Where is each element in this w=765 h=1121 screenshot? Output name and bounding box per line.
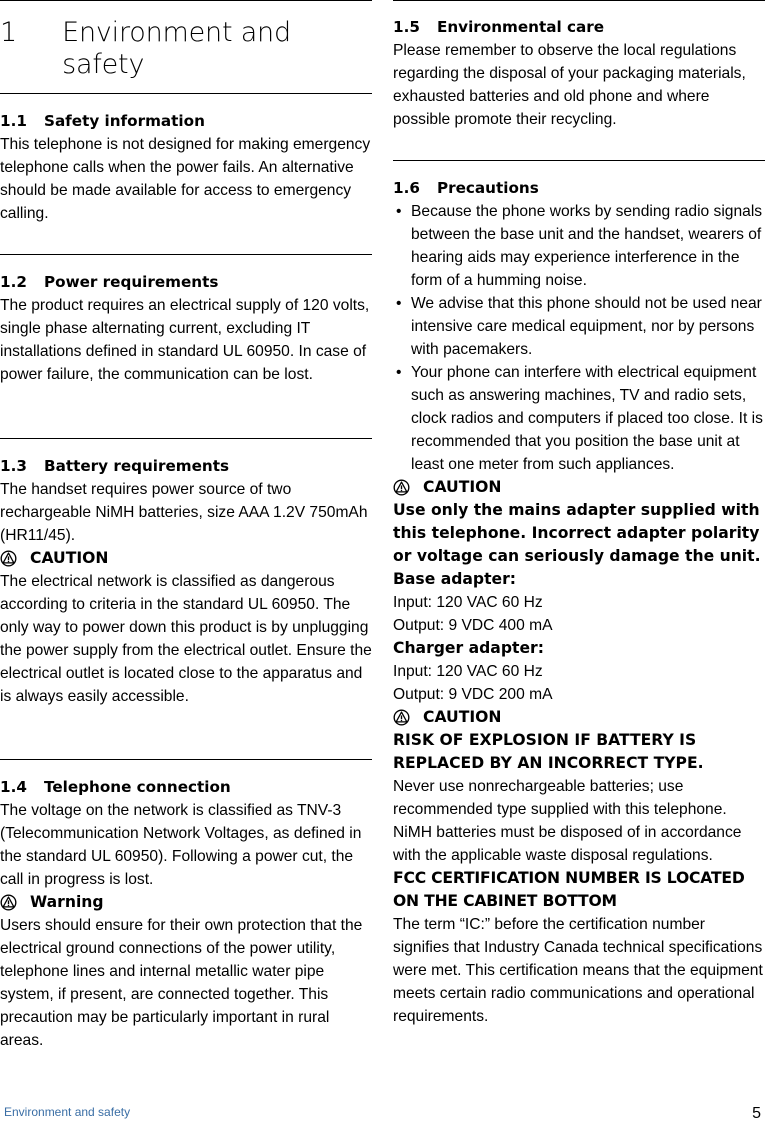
charger-adapter-label: Charger adapter: xyxy=(393,639,544,657)
explosion-risk-warning: RISK OF EXPLOSION IF BATTERY IS REPLACED BY AN INCORRECT TYPE. xyxy=(393,731,704,772)
caution-heading xyxy=(0,547,372,570)
section-body: The voltage on the network is classified as TNV-3 (Telecommunication Network Voltages, as defined in the standard UL 60950). Following a power cut, the call in progress is lost. xyxy=(0,802,362,888)
section-body: The product requires an electrical supply of 120 volts, single phase alternating current, excluding IT installations defined in standard UL 60950. In case of power failure, the communication can be lost. xyxy=(0,297,370,383)
caution-adapter-warning: Use only the mains adapter supplied with this telephone. Incorrect adapter polarity or voltage can seriously damage the unit. xyxy=(393,501,761,565)
fcc-certification-body: The term “IC:” before the certification number signifies that Industry Canada technical specifications were met. This certification means that the equipment meets certain radio communications and operational requirements. xyxy=(393,916,763,1025)
section-title: Power requirements xyxy=(44,273,219,291)
section-number: 1.5 xyxy=(393,18,420,36)
list-item: • Because the phone works by sending radio signals between the base unit and the handset, wearers of hearing aids may experience interference in the form of a humming noise. xyxy=(393,200,765,292)
caution-icon xyxy=(0,547,30,570)
top-rule-right xyxy=(393,0,765,1)
battery-disposal-text: Never use nonrechargeable batteries; use recommended type supplied with this telephone. NiMH batteries must be disposed of in accordance with the applicable waste disposal regulations. xyxy=(393,778,742,864)
section-heading xyxy=(0,776,372,799)
page-number: 5 xyxy=(752,1105,761,1121)
list-item: • Your phone can interfere with electrical equipment such as answering machines, TV and radio sets, clock radios and computers if placed too close. It is recommended that you position the base unit at least one meter from such appliances. xyxy=(393,361,765,476)
section-number: 1.1 xyxy=(0,112,27,130)
fcc-certification-heading: FCC CERTIFICATION NUMBER IS LOCATED ON THE CABINET BOTTOM xyxy=(393,869,745,910)
chapter-number: 1 xyxy=(0,17,18,48)
section-body: This telephone is not designed for making emergency telephone calls when the power fails. An alternative should be made available for access to emergency calling. xyxy=(0,136,371,222)
section-rule xyxy=(0,438,372,439)
section-rule xyxy=(0,254,372,255)
section-environmental-care xyxy=(393,16,765,131)
section-heading xyxy=(393,16,765,39)
section-heading xyxy=(0,271,372,294)
caution-heading xyxy=(393,706,765,729)
section-number: 1.3 xyxy=(0,457,27,475)
chapter-title xyxy=(0,1,372,81)
section-heading xyxy=(393,177,765,200)
caution-body: The electrical network is classified as dangerous according to criteria in the standard UL 60950. The only way to power down this product is by unplugging the power supply from the electrical outlet. Ensure the electrical outlet is located close to the apparatus and is always easily accessible. xyxy=(0,573,372,705)
section-heading xyxy=(0,455,372,478)
section-body: The handset requires power source of two rechargeable NiMH batteries, size AAA 1.2V 750mAh (HR11/45). xyxy=(0,481,368,544)
warning-icon xyxy=(0,891,30,914)
charger-adapter-input: Input: 120 VAC 60 Hz xyxy=(393,663,543,680)
caution-icon xyxy=(393,476,423,499)
section-number: 1.2 xyxy=(0,273,27,291)
caution-label: CAUTION xyxy=(423,708,502,726)
left-column xyxy=(0,0,372,1049)
caution-icon xyxy=(393,706,423,729)
section-title: Environmental care xyxy=(437,18,605,36)
section-heading xyxy=(0,110,372,133)
warning-label: Warning xyxy=(30,893,104,911)
section-rule xyxy=(393,160,765,161)
section-rule xyxy=(0,759,372,760)
section-number: 1.6 xyxy=(393,179,420,197)
section-number: 1.4 xyxy=(0,778,27,796)
caution-heading xyxy=(393,476,765,499)
right-column xyxy=(393,0,765,1025)
section-rule xyxy=(0,93,372,94)
section-power-requirements xyxy=(0,254,372,386)
section-title: Battery requirements xyxy=(44,457,230,475)
section-title: Telephone connection xyxy=(44,778,231,796)
caution-label: CAUTION xyxy=(30,549,109,567)
warning-body: Users should ensure for their own protection that the electrical ground connections of the power utility, telephone lines and internal metallic water pipe system, if present, are connected together. This precaution may be particularly important in rural areas. xyxy=(0,917,363,1049)
section-safety-information xyxy=(0,93,372,225)
section-precautions xyxy=(393,160,765,1028)
base-adapter-input: Input: 120 VAC 60 Hz xyxy=(393,594,543,611)
section-body: Please remember to observe the local regulations regarding the disposal of your packaging materials, exhausted batteries and old phone and where possible promote their recycling. xyxy=(393,42,746,128)
base-adapter-label: Base adapter: xyxy=(393,570,517,588)
caution-label: CAUTION xyxy=(423,478,502,496)
charger-adapter-output: Output: 9 VDC 200 mA xyxy=(393,686,553,703)
section-telephone-connection xyxy=(0,759,372,1052)
list-item: • We advise that this phone should not be used near intensive care medical equipment, nor by persons with pacemakers. xyxy=(393,292,765,361)
warning-heading xyxy=(0,891,372,914)
footer-section-name: Environment and safety xyxy=(4,1105,131,1119)
base-adapter-output: Output: 9 VDC 400 mA xyxy=(393,617,553,634)
precautions-list xyxy=(393,200,765,476)
section-title: Safety information xyxy=(44,112,205,130)
chapter-title-text: Environment and safety xyxy=(62,17,291,80)
section-battery-requirements xyxy=(0,438,372,708)
section-title: Precautions xyxy=(437,179,539,197)
